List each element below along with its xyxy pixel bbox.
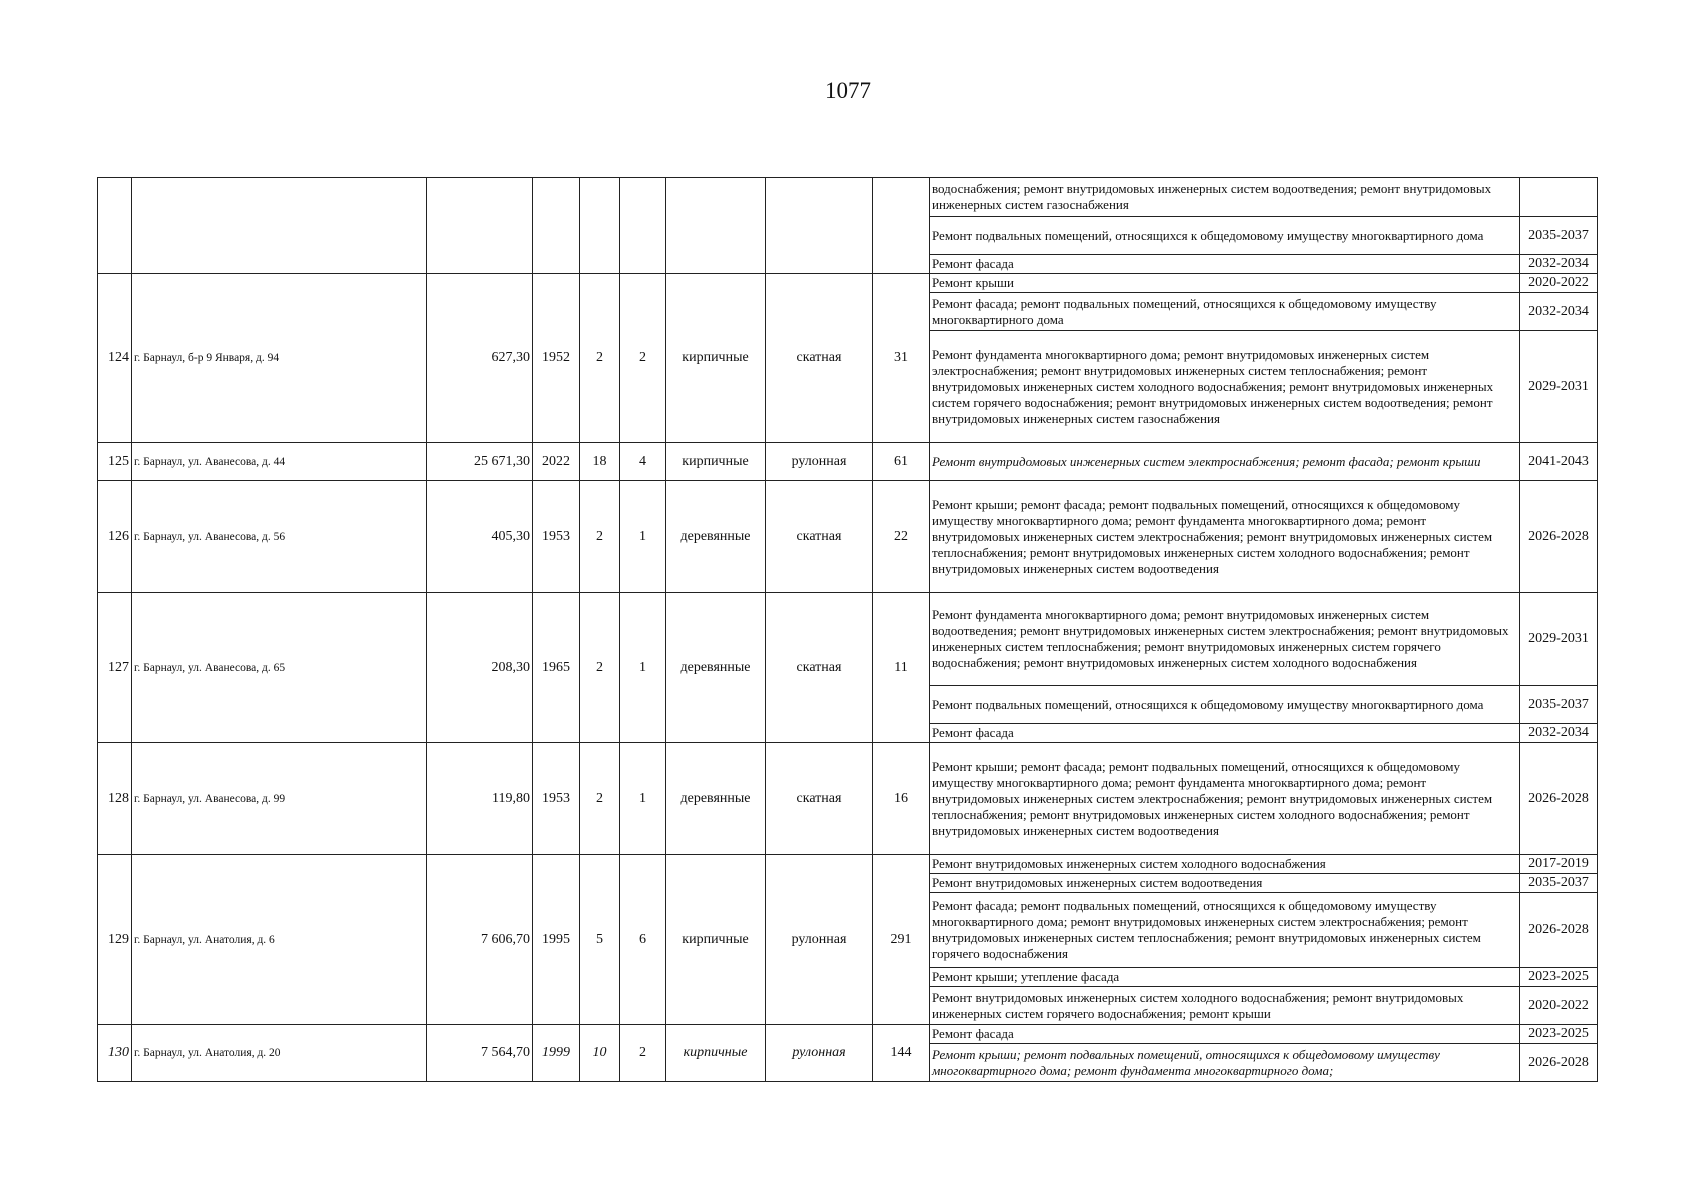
work-description: водоснабжения; ремонт внутридомовых инженерных систем водоотведения; ремонт внутридомовых инженерных систем газоснабжения — [930, 178, 1520, 217]
area: 7 564,70 — [427, 1025, 533, 1082]
table-row — [98, 443, 1598, 481]
area: 208,30 — [427, 593, 533, 743]
area: 119,80 — [427, 743, 533, 855]
work-description: Ремонт крыши; утепление фасада — [930, 968, 1520, 987]
entrances: 1 — [620, 593, 666, 743]
table-row — [98, 593, 1598, 686]
empty-cell — [533, 178, 580, 274]
entrances: 2 — [620, 1025, 666, 1082]
roof-type: скатная — [766, 274, 873, 443]
empty-cell — [766, 178, 873, 274]
roof-type: рулонная — [766, 1025, 873, 1082]
work-description: Ремонт фасада; ремонт подвальных помещений, относящихся к общедомовому имуществу многоквартирного дома; ремонт внутридомовых инженерных систем электроснабжения; ремонт внутридомовых инженерных систем теплоснабжения; ремонт внутридомовых инженерных систем горячего водоснабжения — [930, 893, 1520, 968]
wall-material: деревянные — [666, 593, 766, 743]
floors: 2 — [580, 593, 620, 743]
residents: 16 — [873, 743, 930, 855]
work-description: Ремонт подвальных помещений, относящихся к общедомовому имуществу многоквартирного дома — [930, 686, 1520, 724]
work-period: 2023-2025 — [1520, 1025, 1598, 1044]
entrances: 1 — [620, 743, 666, 855]
build-year: 1952 — [533, 274, 580, 443]
work-period: 2017-2019 — [1520, 855, 1598, 874]
floors: 10 — [580, 1025, 620, 1082]
work-description: Ремонт крыши; ремонт фасада; ремонт подвальных помещений, относящихся к общедомовому имуществу многоквартирного дома; ремонт фундамента многоквартирного дома; ремонт внутридомовых инженерных систем электроснабжения; ремонт внутридомовых инженерных систем теплоснабжения; ремонт внутридомовых инженерных систем холодного водоснабжения; ремонт внутридомовых инженерных систем водоотведения — [930, 481, 1520, 593]
build-year: 1965 — [533, 593, 580, 743]
entrances: 2 — [620, 274, 666, 443]
work-description: Ремонт подвальных помещений, относящихся к общедомовому имуществу многоквартирного дома — [930, 217, 1520, 255]
entrances: 1 — [620, 481, 666, 593]
residents: 144 — [873, 1025, 930, 1082]
work-description: Ремонт фасада — [930, 255, 1520, 274]
work-period: 2035-2037 — [1520, 217, 1598, 255]
wall-material: деревянные — [666, 481, 766, 593]
address: г. Барнаул, ул. Аванесова, д. 44 — [132, 443, 427, 481]
work-period — [1520, 178, 1598, 217]
row-number: 124 — [98, 274, 132, 443]
area: 25 671,30 — [427, 443, 533, 481]
build-year: 1999 — [533, 1025, 580, 1082]
address: г. Барнаул, ул. Анатолия, д. 6 — [132, 855, 427, 1025]
area: 627,30 — [427, 274, 533, 443]
roof-type: скатная — [766, 481, 873, 593]
work-description: Ремонт внутридомовых инженерных систем холодного водоснабжения — [930, 855, 1520, 874]
roof-type: рулонная — [766, 443, 873, 481]
row-number: 125 — [98, 443, 132, 481]
empty-cell — [98, 178, 132, 274]
floors: 2 — [580, 274, 620, 443]
residents: 61 — [873, 443, 930, 481]
work-period: 2041-2043 — [1520, 443, 1598, 481]
floors: 18 — [580, 443, 620, 481]
empty-cell — [132, 178, 427, 274]
work-period: 2023-2025 — [1520, 968, 1598, 987]
work-period: 2026-2028 — [1520, 481, 1598, 593]
roof-type: скатная — [766, 743, 873, 855]
area: 405,30 — [427, 481, 533, 593]
work-period: 2035-2037 — [1520, 874, 1598, 893]
work-description: Ремонт фундамента многоквартирного дома; ремонт внутридомовых инженерных систем электроснабжения; ремонт внутридомовых инженерных систем теплоснабжения; ремонт внутридомовых инженерных систем холодного водоснабжения; ремонт внутридомовых инженерных систем горячего водоснабжения; ремонт внутридомовых инженерных систем водоотведения; ремонт внутридомовых инженерных систем газоснабжения — [930, 331, 1520, 443]
work-description: Ремонт крыши; ремонт фасада; ремонт подвальных помещений, относящихся к общедомовому имуществу многоквартирного дома; ремонт фундамента многоквартирного дома; ремонт внутридомовых инженерных систем электроснабжения; ремонт внутридомовых инженерных систем теплоснабжения; ремонт внутридомовых инженерных систем холодного водоснабжения; ремонт внутридомовых инженерных систем водоотведения — [930, 743, 1520, 855]
work-period: 2032-2034 — [1520, 255, 1598, 274]
work-description: Ремонт фундамента многоквартирного дома; ремонт внутридомовых инженерных систем водоотведения; ремонт внутридомовых инженерных систем электроснабжения; ремонт внутридомовых инженерных систем теплоснабжения; ремонт внутридомовых инженерных систем горячего водоснабжения; ремонт внутридомовых инженерных систем холодного водоснабжения — [930, 593, 1520, 686]
address: г. Барнаул, ул. Аванесова, д. 99 — [132, 743, 427, 855]
address: г. Барнаул, б-р 9 Января, д. 94 — [132, 274, 427, 443]
row-number: 130 — [98, 1025, 132, 1082]
row-number: 126 — [98, 481, 132, 593]
work-description: Ремонт фасада — [930, 724, 1520, 743]
work-description: Ремонт фасада — [930, 1025, 1520, 1044]
work-description: Ремонт внутридомовых инженерных систем водоотведения — [930, 874, 1520, 893]
build-year: 2022 — [533, 443, 580, 481]
wall-material: кирпичные — [666, 274, 766, 443]
roof-type: рулонная — [766, 855, 873, 1025]
entrances: 4 — [620, 443, 666, 481]
empty-cell — [873, 178, 930, 274]
wall-material: кирпичные — [666, 443, 766, 481]
residents: 22 — [873, 481, 930, 593]
wall-material: кирпичные — [666, 1025, 766, 1082]
row-number: 129 — [98, 855, 132, 1025]
residents: 31 — [873, 274, 930, 443]
residents: 291 — [873, 855, 930, 1025]
table-row — [98, 743, 1598, 855]
work-period: 2035-2037 — [1520, 686, 1598, 724]
page-number: 1077 — [825, 78, 871, 103]
work-description: Ремонт крыши — [930, 274, 1520, 293]
work-period: 2029-2031 — [1520, 331, 1598, 443]
empty-cell — [580, 178, 620, 274]
table-row — [98, 1025, 1598, 1044]
table-row — [98, 855, 1598, 874]
entrances: 6 — [620, 855, 666, 1025]
table-row — [98, 481, 1598, 593]
build-year: 1953 — [533, 481, 580, 593]
table-row — [98, 274, 1598, 293]
work-description: Ремонт крыши; ремонт подвальных помещений, относящихся к общедомовому имуществу многоквартирного дома; ремонт фундамента многоквартирного дома; — [930, 1044, 1520, 1082]
work-description: Ремонт внутридомовых инженерных систем электроснабжения; ремонт фасада; ремонт крыши — [930, 443, 1520, 481]
table-row — [98, 178, 1598, 217]
residents: 11 — [873, 593, 930, 743]
work-description: Ремонт внутридомовых инженерных систем холодного водоснабжения; ремонт внутридомовых инженерных систем горячего водоснабжения; ремонт крыши — [930, 987, 1520, 1025]
empty-cell — [427, 178, 533, 274]
empty-cell — [620, 178, 666, 274]
work-period: 2026-2028 — [1520, 743, 1598, 855]
address: г. Барнаул, ул. Анатолия, д. 20 — [132, 1025, 427, 1082]
row-number: 128 — [98, 743, 132, 855]
roof-type: скатная — [766, 593, 873, 743]
build-year: 1953 — [533, 743, 580, 855]
row-number: 127 — [98, 593, 132, 743]
wall-material: кирпичные — [666, 855, 766, 1025]
work-description: Ремонт фасада; ремонт подвальных помещений, относящихся к общедомовому имуществу многоквартирного дома — [930, 293, 1520, 331]
work-period: 2026-2028 — [1520, 1044, 1598, 1082]
empty-cell — [666, 178, 766, 274]
address: г. Барнаул, ул. Аванесова, д. 65 — [132, 593, 427, 743]
work-period: 2020-2022 — [1520, 987, 1598, 1025]
repair-schedule-table — [97, 177, 1598, 1082]
floors: 2 — [580, 481, 620, 593]
wall-material: деревянные — [666, 743, 766, 855]
work-period: 2032-2034 — [1520, 293, 1598, 331]
floors: 2 — [580, 743, 620, 855]
build-year: 1995 — [533, 855, 580, 1025]
address: г. Барнаул, ул. Аванесова, д. 56 — [132, 481, 427, 593]
work-period: 2032-2034 — [1520, 724, 1598, 743]
work-period: 2026-2028 — [1520, 893, 1598, 968]
work-period: 2020-2022 — [1520, 274, 1598, 293]
area: 7 606,70 — [427, 855, 533, 1025]
work-period: 2029-2031 — [1520, 593, 1598, 686]
floors: 5 — [580, 855, 620, 1025]
